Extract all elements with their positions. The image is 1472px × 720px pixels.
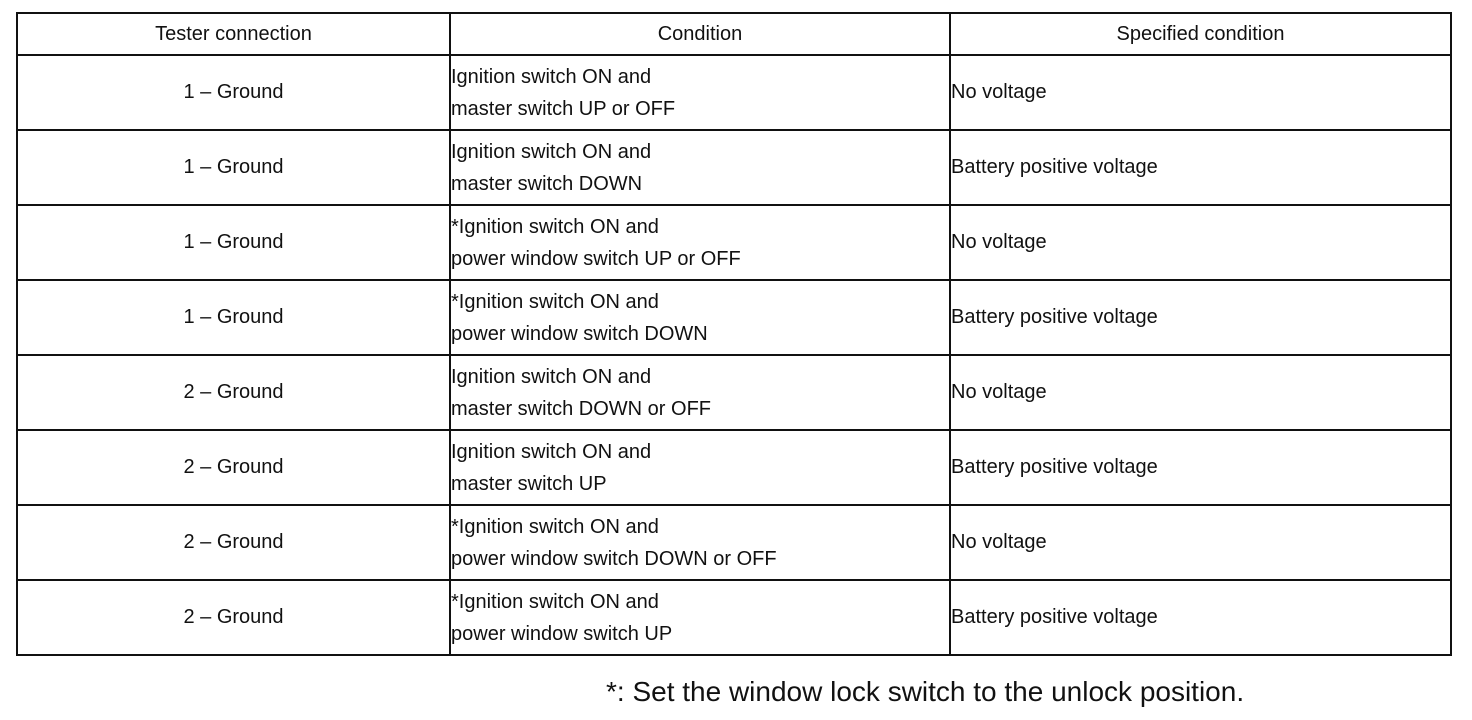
header-condition: Condition — [450, 13, 950, 55]
table-row — [17, 580, 1451, 655]
specified-condition-cell: No voltage — [950, 505, 1451, 580]
condition-cell — [450, 355, 950, 430]
condition-cell — [450, 205, 950, 280]
table-row — [17, 55, 1451, 130]
condition-line-1: *Ignition switch ON and — [451, 215, 659, 238]
condition-line-2: power window switch DOWN — [451, 322, 708, 345]
tester-connection-cell: 1 – Ground — [17, 55, 450, 130]
condition-line-1: *Ignition switch ON and — [451, 515, 659, 538]
condition-line-1: Ignition switch ON and — [451, 365, 652, 388]
condition-cell — [450, 430, 950, 505]
condition-line-2: master switch UP or OFF — [451, 97, 676, 120]
specified-condition-cell: No voltage — [950, 55, 1451, 130]
table-row — [17, 355, 1451, 430]
condition-line-2: master switch DOWN or OFF — [451, 397, 712, 420]
table-row — [17, 130, 1451, 205]
table-row — [17, 430, 1451, 505]
tester-connection-cell: 1 – Ground — [17, 130, 450, 205]
condition-line-1: Ignition switch ON and — [451, 140, 652, 163]
specified-condition-cell: No voltage — [950, 355, 1451, 430]
condition-cell — [450, 505, 950, 580]
table-row — [17, 505, 1451, 580]
condition-line-2: power window switch UP or OFF — [451, 247, 741, 270]
tester-connection-cell: 2 – Ground — [17, 580, 450, 655]
tester-connection-cell: 2 – Ground — [17, 430, 450, 505]
condition-line-2: master switch DOWN — [451, 172, 643, 195]
specified-condition-cell: Battery positive voltage — [950, 430, 1451, 505]
condition-line-2: power window switch UP — [451, 622, 673, 645]
condition-cell — [450, 55, 950, 130]
header-specified-condition: Specified condition — [950, 13, 1451, 55]
tester-connection-cell: 2 – Ground — [17, 505, 450, 580]
specified-condition-cell: No voltage — [950, 205, 1451, 280]
specified-condition-cell: Battery positive voltage — [950, 580, 1451, 655]
condition-line-2: master switch UP — [451, 472, 607, 495]
tester-connection-cell: 1 – Ground — [17, 205, 450, 280]
condition-cell — [450, 280, 950, 355]
condition-line-2: power window switch DOWN or OFF — [451, 547, 777, 570]
footnote: *: Set the window lock switch to the unlock position. — [606, 676, 1245, 707]
condition-cell — [450, 130, 950, 205]
tester-connection-cell: 2 – Ground — [17, 355, 450, 430]
table-row — [17, 205, 1451, 280]
specified-condition-cell: Battery positive voltage — [950, 280, 1451, 355]
header-tester-connection: Tester connection — [17, 13, 450, 55]
specified-condition-cell: Battery positive voltage — [950, 130, 1451, 205]
condition-line-1: *Ignition switch ON and — [451, 290, 659, 313]
table-row — [17, 280, 1451, 355]
condition-cell — [450, 580, 950, 655]
tester-connection-cell: 1 – Ground — [17, 280, 450, 355]
condition-line-1: Ignition switch ON and — [451, 440, 652, 463]
condition-line-1: Ignition switch ON and — [451, 65, 652, 88]
condition-line-1: *Ignition switch ON and — [451, 590, 659, 613]
table-header-row — [17, 13, 1451, 55]
inspection-table — [16, 12, 1452, 656]
